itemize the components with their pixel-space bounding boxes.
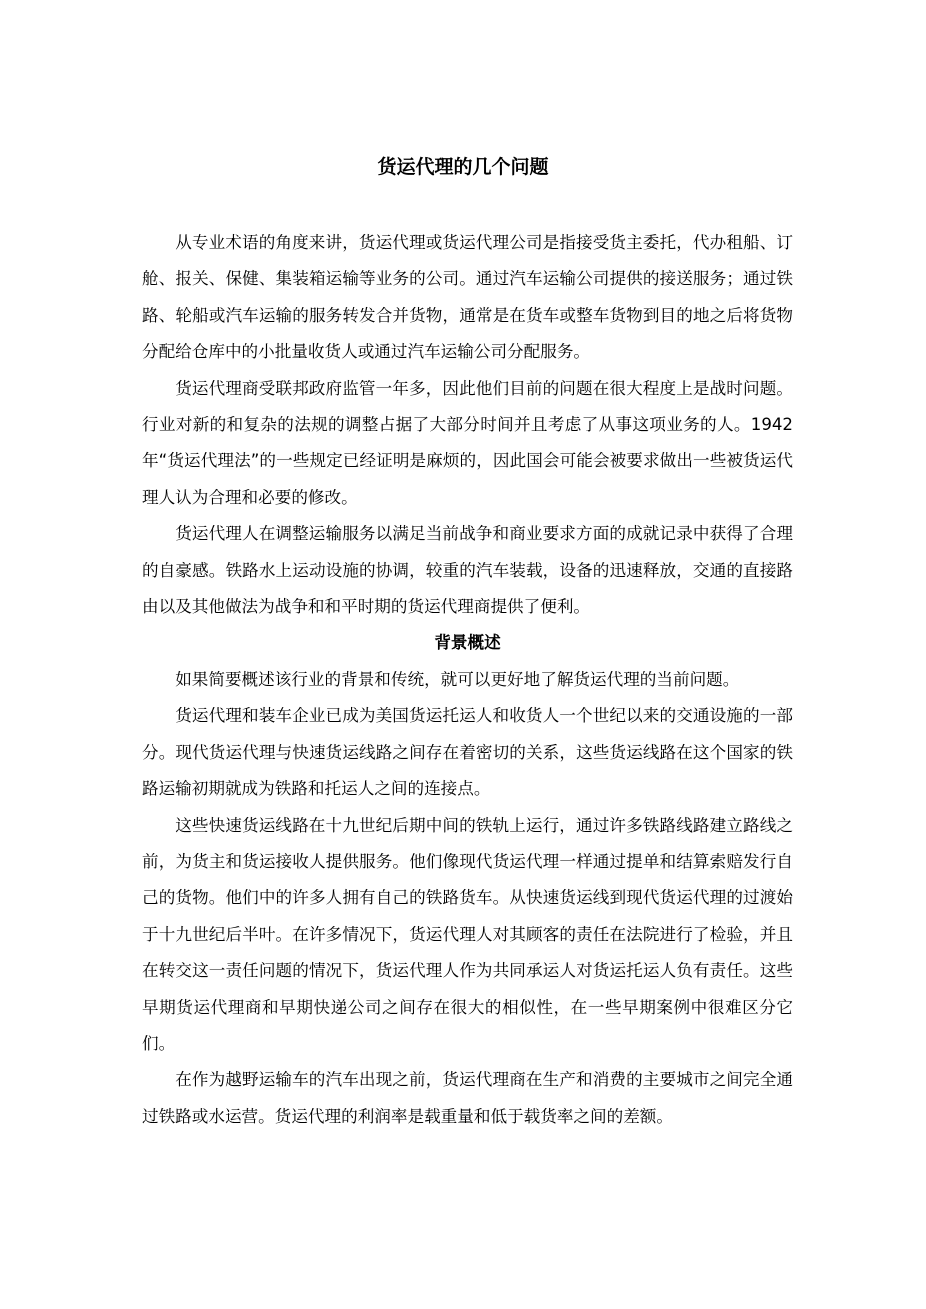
paragraph-1: 从专业术语的角度来讲，货运代理或货运代理公司是指接受货主委托，代办租船、订舱、报关、保健、集装箱运输等业务的公司。通过汽车运输公司提供的接送服务；通过铁路、轮船或汽车运输的服务转发合并货物，通常是在货车或整车货物到目的地之后将货物分配给仓库中的小批量收货人或通过汽车运输公司分配服务。 bbox=[142, 233, 793, 362]
paragraph-4: 如果简要概述该行业的背景和传统，就可以更好地了解货运代理的当前问题。 bbox=[175, 669, 740, 689]
paragraph-2: 货运代理商受联邦政府监管一年多，因此他们目前的问题在很大程度上是战时问题。行业对新的和复杂的法规的调整占据了大部分时间并且考虑了从事这项业务的人。1942 年“货运代理法”的一些规定已经证明是麻烦的，因此国会可能会被要求做出一些被货运代理人认为合理和必要的修改。 bbox=[142, 378, 793, 507]
paragraph-7: 在作为越野运输车的汽车出现之前，货运代理商在生产和消费的主要城市之间完全通过铁路或水运营。货运代理的利润率是载重量和低于载货率之间的差额。 bbox=[142, 1070, 793, 1126]
paragraph-3: 货运代理人在调整运输服务以满足当前战争和商业要求方面的成就记录中获得了合理的自豪感。铁路水上运动设施的协调，较重的汽车装载，设备的迅速释放，交通的直接路由以及其他做法为战争和和平时期的货运代理商提供了便利。 bbox=[142, 524, 793, 617]
document-body bbox=[142, 225, 793, 1135]
section-heading: 背景概述 bbox=[434, 633, 501, 653]
document-title: 货运代理的几个问题 bbox=[377, 156, 549, 178]
paragraph-6: 这些快速货运线路在十九世纪后期中间的铁轨上运行，通过许多铁路线路建立路线之前，为货主和货运接收人提供服务。他们像现代货运代理一样通过提单和结算索赔发行自己的货物。他们中的许多人拥有自己的铁路货车。从快速货运线到现代货运代理的过渡始于十九世纪后半叶。在许多情况下，货运代理人对其顾客的责任在法院进行了检验，并且在转交这一责任问题的情况下，货运代理人作为共同承运人对货运托运人负有责任。这些早期货运代理商和早期快递公司之间存在很大的相似性，在一些早期案例中很难区分它们。 bbox=[142, 815, 793, 1053]
paragraph-5: 货运代理和装车企业已成为美国货运托运人和收货人一个世纪以来的交通设施的一部分。现代货运代理与快速货运线路之间存在着密切的关系，这些货运线路在这个国家的铁路运输初期就成为铁路和托运人之间的连接点。 bbox=[142, 706, 793, 799]
